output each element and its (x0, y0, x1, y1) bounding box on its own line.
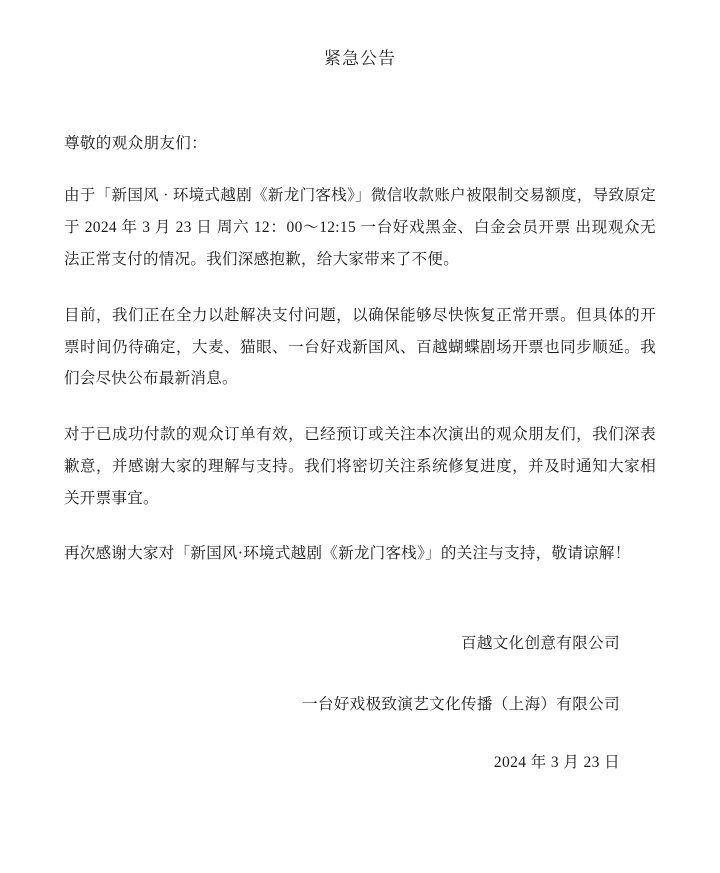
paragraph-3: 对于已成功付款的观众订单有效，已经预订或关注本次演出的观众朋友们，我们深表歉意，并感谢大家的理解与支持。我们将密切关注系统修复进度，并及时通知大家相关开票事宜。 (64, 426, 656, 507)
signature-date: 2024 年 3 月 23 日 (493, 754, 620, 772)
salutation: 尊敬的观众朋友们： (64, 135, 208, 152)
paragraph-4: 再次感谢大家对「新国风·环境式越剧《新龙门客栈》」的关注与支持，敬请谅解！ (64, 545, 631, 563)
signature-company-2: 一台好戏极致演艺文化传播（上海）有限公司 (301, 696, 620, 714)
signature-company-1: 百越文化创意有限公司 (460, 635, 620, 653)
page-title: 紧急公告 (324, 49, 396, 68)
paragraph-1: 由于「新国风 · 环境式越剧《新龙门客栈》」微信收款账户被限制交易额度，导致原定于 2024 年 3 月 23 日 周六 12：00～12:15 一台好戏黑金、白金会员开票 出现观众无法正常支付的情况。我们深感抱歉，给大家带来了不便。 (64, 187, 656, 268)
document-body (0, 129, 720, 570)
paragraph-2: 目前，我们正在全力以赴解决支付问题，以确保能够尽快恢复正常开票。但具体的开票时间仍待确定，大麦、猫眼、一台好戏新国风、百越蝴蝶剧场开票也同步顺延。我们会尽快公布最新消息。 (64, 306, 656, 388)
signature-block (0, 628, 720, 772)
